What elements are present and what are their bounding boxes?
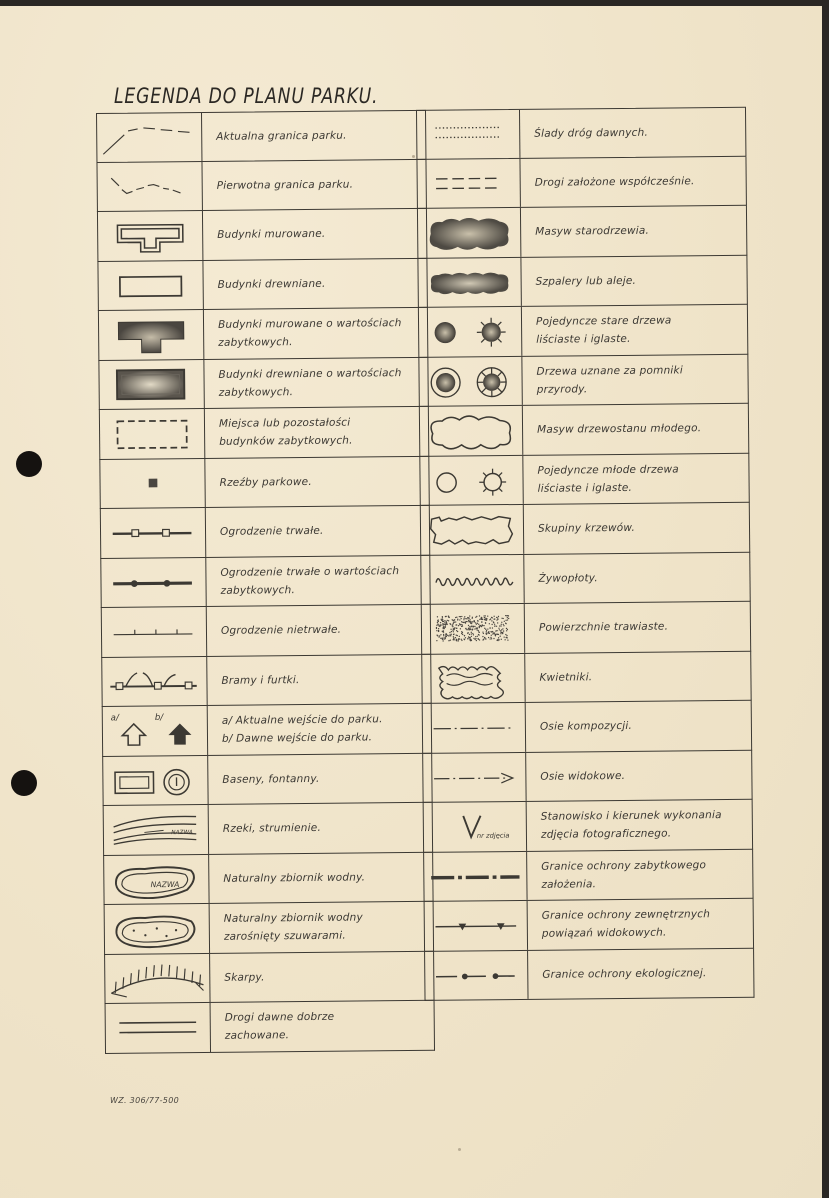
pool-fountain-icon (103, 755, 208, 805)
legend-label: Baseny, fontanny. (222, 772, 320, 786)
symbol-text: NAZWA (150, 879, 180, 889)
legend-row (103, 852, 433, 905)
legend-label: a/ Aktualne wejście do parku. b/ Dawne wejście do parku. (221, 713, 383, 746)
legend-row (98, 357, 428, 410)
shaded-cloud-mass-icon (418, 208, 521, 257)
river-lines-icon (104, 805, 209, 855)
legend-label: Masyw starodrzewia. (535, 224, 650, 239)
legend-row (96, 159, 426, 212)
symbol-text: b/ (154, 713, 164, 724)
legend-row (424, 948, 754, 1001)
legend-row (102, 753, 432, 806)
legend-label: Osie kompozycji. (539, 720, 633, 734)
legend-row (416, 107, 746, 160)
footnote: WZ. 306/77-500 (110, 1096, 179, 1105)
legend-label: Skarpy. (224, 971, 265, 984)
symbol-text: nr zdjęcia (476, 831, 510, 841)
legend-row (419, 404, 749, 457)
legend-row (418, 305, 748, 358)
legend-column-right (416, 107, 755, 1001)
legend-row (101, 654, 431, 707)
brick-building-outline-icon (98, 211, 203, 261)
legend-row (416, 156, 746, 209)
legend-row (99, 407, 429, 460)
dashed-rectangle-icon (100, 409, 205, 459)
legend-label: Granice ochrony zabytkowego założenia. (541, 858, 707, 891)
legend-row (97, 258, 427, 311)
legend-label: Osie widokowe. (540, 769, 626, 783)
ticked-line-icon (102, 607, 207, 657)
escarpment-hatching-icon (105, 953, 210, 1003)
reed-pond-outline-icon (105, 904, 210, 954)
legend-label: Szpalery lub aleje. (535, 274, 637, 288)
legend-label: Masyw drzewostanu młodego. (537, 422, 702, 437)
legend-label: Aktualna granica parku. (216, 129, 347, 143)
legend-row (104, 902, 434, 955)
fence-line-posts-icon (101, 508, 206, 558)
double-dotted-line-icon (417, 110, 520, 158)
document-page (0, 6, 822, 1198)
legend-table (96, 107, 757, 1075)
legend-label: Ogrodzenie trwałe. (219, 525, 324, 539)
legend-label: Ogrodzenie trwałe o wartościach zabytkowych. (220, 564, 400, 597)
monument-trees-icon (419, 356, 522, 405)
legend-title: LEGENDA DO PLANU PARKU. (114, 84, 379, 108)
legend-row (100, 506, 430, 559)
legend-label: Powierzchnie trawiaste. (538, 620, 669, 635)
legend-row (420, 503, 750, 556)
double-dashed-line-icon (417, 158, 520, 207)
legend-row (419, 453, 749, 506)
heritage-fence-line-icon (101, 557, 206, 607)
legend-label: Drzewa uznane za pomniki przyrody. (536, 364, 683, 396)
legend-label: Pojedyncze stare drzewa liściaste i iglaste. (535, 314, 672, 347)
legend-label: Drogi dawne dobrze zachowane. (224, 1011, 335, 1043)
stippled-rectangle-icon (422, 604, 525, 653)
legend-label: Granice ochrony ekologicznej. (542, 966, 707, 981)
legend-row (420, 552, 750, 605)
entrance-arrows-icon (103, 706, 208, 756)
legend-row (421, 651, 751, 704)
legend-label: Miejsca lub pozostałości budynków zabytkowych. (218, 416, 353, 449)
legend-row (417, 206, 747, 259)
legend-label: Żywopłoty. (538, 571, 598, 585)
legend-label: Ogrodzenie nietrwałe. (220, 623, 342, 638)
symbol-text: NAZWA (171, 830, 193, 837)
legend-label: Ślady dróg dawnych. (534, 126, 649, 140)
legend-row (101, 605, 431, 658)
symbol-text: a/ (110, 713, 119, 724)
legend-label: Budynki drewniane o wartościach zabytkowych. (218, 366, 402, 399)
legend-row (100, 555, 430, 608)
legend-row (98, 308, 428, 361)
legend-row (99, 456, 429, 509)
legend-row (422, 701, 752, 754)
hedge-wave-icon (421, 554, 524, 603)
dashed-boundary-line-icon (97, 113, 202, 162)
legend-row (423, 800, 753, 853)
shaded-single-trees-icon (419, 307, 522, 356)
legend-label: Budynki murowane o wartościach zabytkowych. (217, 317, 402, 350)
young-single-trees-icon (420, 455, 523, 504)
legend-row (418, 354, 748, 407)
thick-dash-dot-line-icon (424, 851, 527, 900)
flowerbed-pattern-icon (422, 653, 525, 702)
dash-dot-line-icon (423, 703, 526, 752)
punch-hole (11, 770, 37, 796)
legend-label: Budynki murowane. (217, 228, 326, 242)
legend-row (422, 750, 752, 803)
legend-label: Rzeki, strumienie. (222, 822, 322, 836)
legend-label: Drogi założone współcześnie. (534, 175, 695, 189)
legend-label: Naturalny zbiornik wodny zarośnięty szuwarami. (223, 911, 363, 944)
legend-row (105, 1001, 435, 1054)
paper-speck (458, 1148, 461, 1151)
legend-row (423, 849, 753, 902)
legend-label: Rzeźby parkowe. (219, 475, 312, 489)
legend-label: Naturalny zbiornik wodny. (223, 871, 366, 885)
dash-dot-arrow-icon (423, 752, 526, 801)
legend-label: Budynki drewniane. (217, 277, 326, 291)
legend-label: Kwietniki. (539, 671, 593, 684)
legend-row (104, 951, 434, 1004)
triangle-dash-line-icon (425, 901, 528, 950)
legend-row (96, 110, 426, 163)
photo-point-icon (424, 802, 527, 851)
legend-row (97, 209, 427, 262)
legend-label: Bramy i furtki. (221, 673, 300, 687)
cloud-outline-icon (420, 406, 523, 455)
legend-label: Skupiny krzewów. (537, 522, 636, 536)
punch-hole (16, 451, 42, 477)
legend-row (421, 602, 751, 655)
small-square-icon (100, 458, 205, 508)
legend-row (417, 255, 747, 308)
shrub-outline-icon (421, 505, 524, 554)
shaded-wooden-building-icon (99, 359, 204, 409)
shaded-tree-row-icon (418, 257, 521, 306)
pond-outline-icon (104, 854, 209, 904)
dashed-zigzag-line-icon (97, 161, 202, 211)
dot-dash-line-icon (425, 950, 528, 999)
legend-label: Stanowisko i kierunek wykonania zdjęcia fotograficznego. (540, 809, 722, 842)
legend-label: Pierwotna granica parku. (216, 178, 354, 192)
legend-column-left (96, 110, 435, 1054)
shaded-brick-building-icon (99, 310, 204, 360)
legend-row (424, 899, 754, 952)
gate-line-icon (102, 656, 207, 706)
wooden-building-outline-icon (98, 260, 203, 310)
legend-label: Granice ochrony zewnętrznych powiązań widokowych. (541, 908, 711, 941)
legend-row (102, 704, 432, 757)
double-line-icon (106, 1003, 211, 1053)
legend-label: Pojedyncze młode drzewa liściaste i iglaste. (537, 463, 679, 495)
legend-row (103, 803, 433, 856)
